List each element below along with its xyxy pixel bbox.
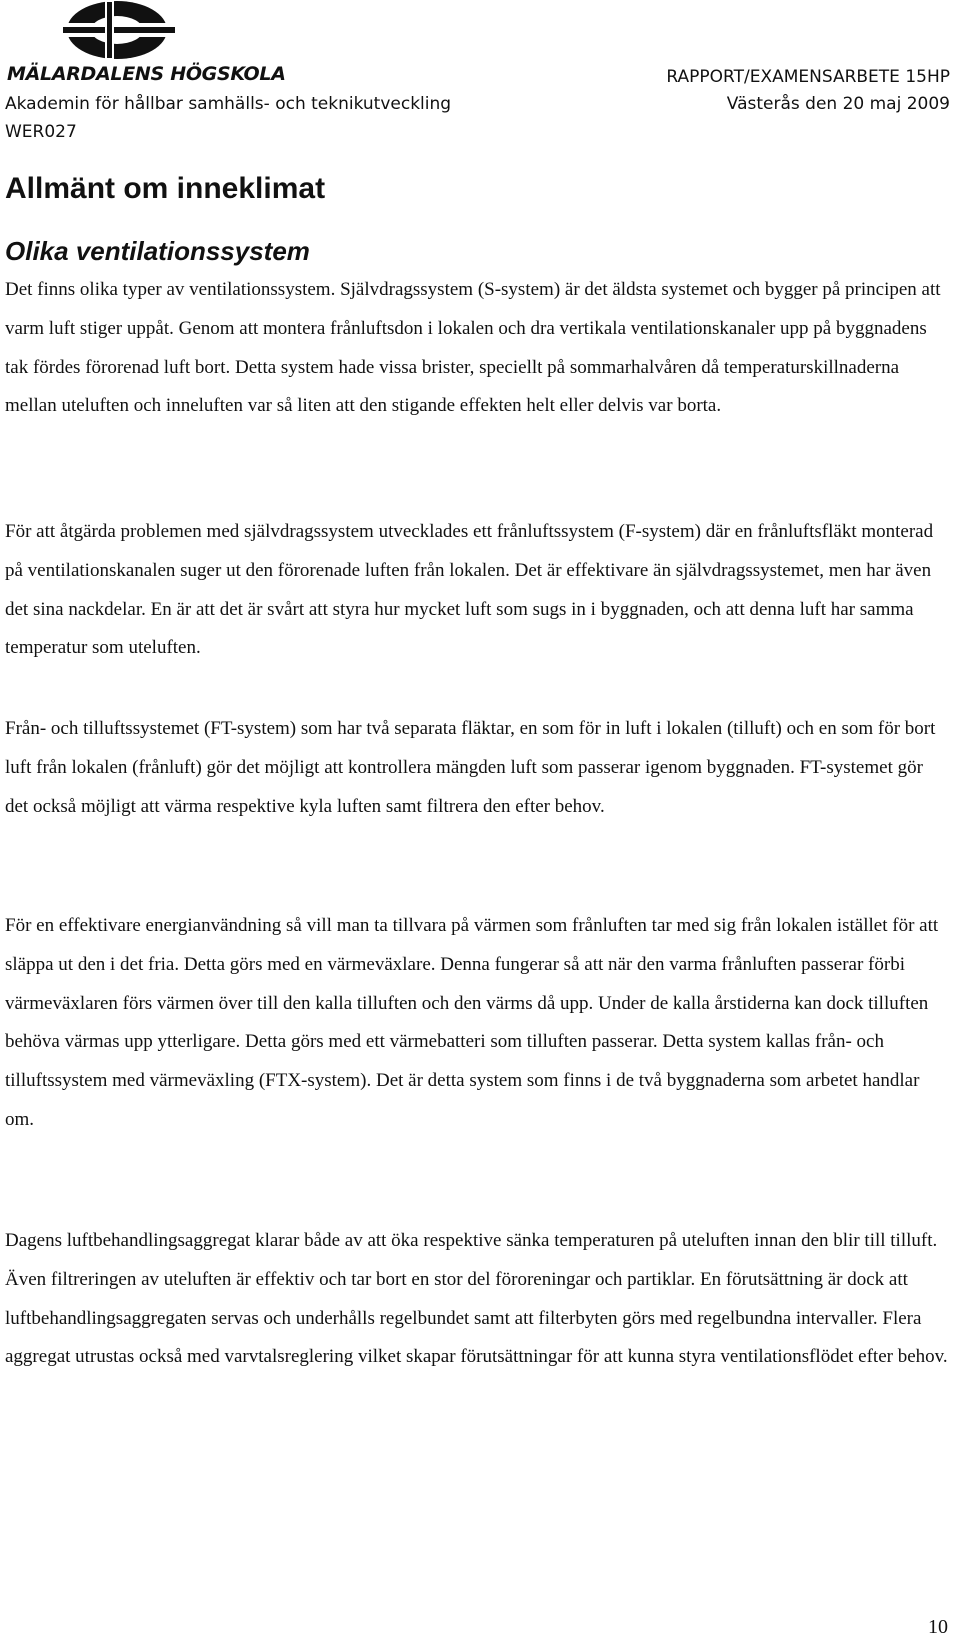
header-place-date: Västerås den 20 maj 2009 (726, 94, 950, 114)
header-code: WER027 (5, 122, 77, 142)
page-number: 10 (928, 1616, 948, 1638)
paragraph-4: För en effektivare energianvändning så vill man ta tillvara på värmen som frånluften tar med sig från lokalen istället för att släppa ut den i det fria. Detta görs med en värmeväxlare. Denna fungerar så att när den varma frånluften passerar förbi värmeväxlaren förs värmen över till den kalla tilluften och den värms då upp. Under de kalla årstiderna kan dock tilluften behöva värmas upp ytterligare. Detta görs med ett värmebatteri som tilluften passerar. Detta system kallas från- och tilluftssystem med värmeväxling (FTX-system). Det är detta system som finns i de två byggnaderna som arbetet handlar om. (5, 915, 939, 1130)
logo-text: MÄLARDALENS HÖGSKOLA (7, 63, 286, 85)
section-title: Allmänt om inneklimat (5, 172, 326, 205)
university-logo (5, 0, 286, 88)
logo-emblem-icon (5, 0, 235, 62)
subsection-title: Olika ventilationssystem (5, 236, 310, 266)
paragraph-3: Från- och tilluftssystemet (FT-system) som har två separata fläktar, en som för in luft i lokalen (tilluft) och en som för bort luft från lokalen (frånluft) gör det möjligt att kontrollera mängden luft som passerar igenom byggnaden. FT-systemet gör det också möjligt att värma respektive kyla luften samt filtrera den efter behov. (5, 718, 936, 817)
header-school: Akademin för hållbar samhälls- och teknikutveckling (5, 94, 452, 114)
paragraph-5: Dagens luftbehandlingsaggregat klarar både av att öka respektive sänka temperaturen på uteluften innan den blir till tilluft. Även filtreringen av uteluften är effektiv och tar bort en stor del föroreningar och partiklar. En förutsättning är dock att luftbehandlingsaggregaten servas och underhålls regelbundet samt att filterbyten görs med regelbundna intervaller. Flera aggregat utrustas också med varvtalsreglering vilket skapar förutsättningar för att kunna styra ventilationsflödet efter behov. (5, 1230, 948, 1368)
header-report: RAPPORT/EXAMENSARBETE 15HP (666, 67, 950, 87)
paragraph-1: Det finns olika typer av ventilationssystem. Självdragssystem (S-system) är det äldsta systemet och bygger på principen att varm luft stiger uppåt. Genom att montera frånluftsdon i lokalen och dra vertikala ventilationskanaler upp på byggnadens tak fördes förorenad luft bort. Detta system hade vissa brister, speciellt på sommarhalvåren då temperaturskillnaderna mellan uteluften och inneluften var så liten att den stigande effekten helt eller delvis var borta. (5, 279, 941, 417)
paragraph-2: För att åtgärda problemen med självdragssystem utvecklades ett frånluftssystem (F-system) där en frånluftsfläkt monterad på ventilationskanalen suger ut den förorenade luften från lokalen. Det är effektivare än självdragssystemet, men har även det sina nackdelar. En är att det är svårt att styra hur mycket luft som sugs in i byggnaden, och att denna luft har samma temperatur som uteluften. (5, 521, 934, 659)
